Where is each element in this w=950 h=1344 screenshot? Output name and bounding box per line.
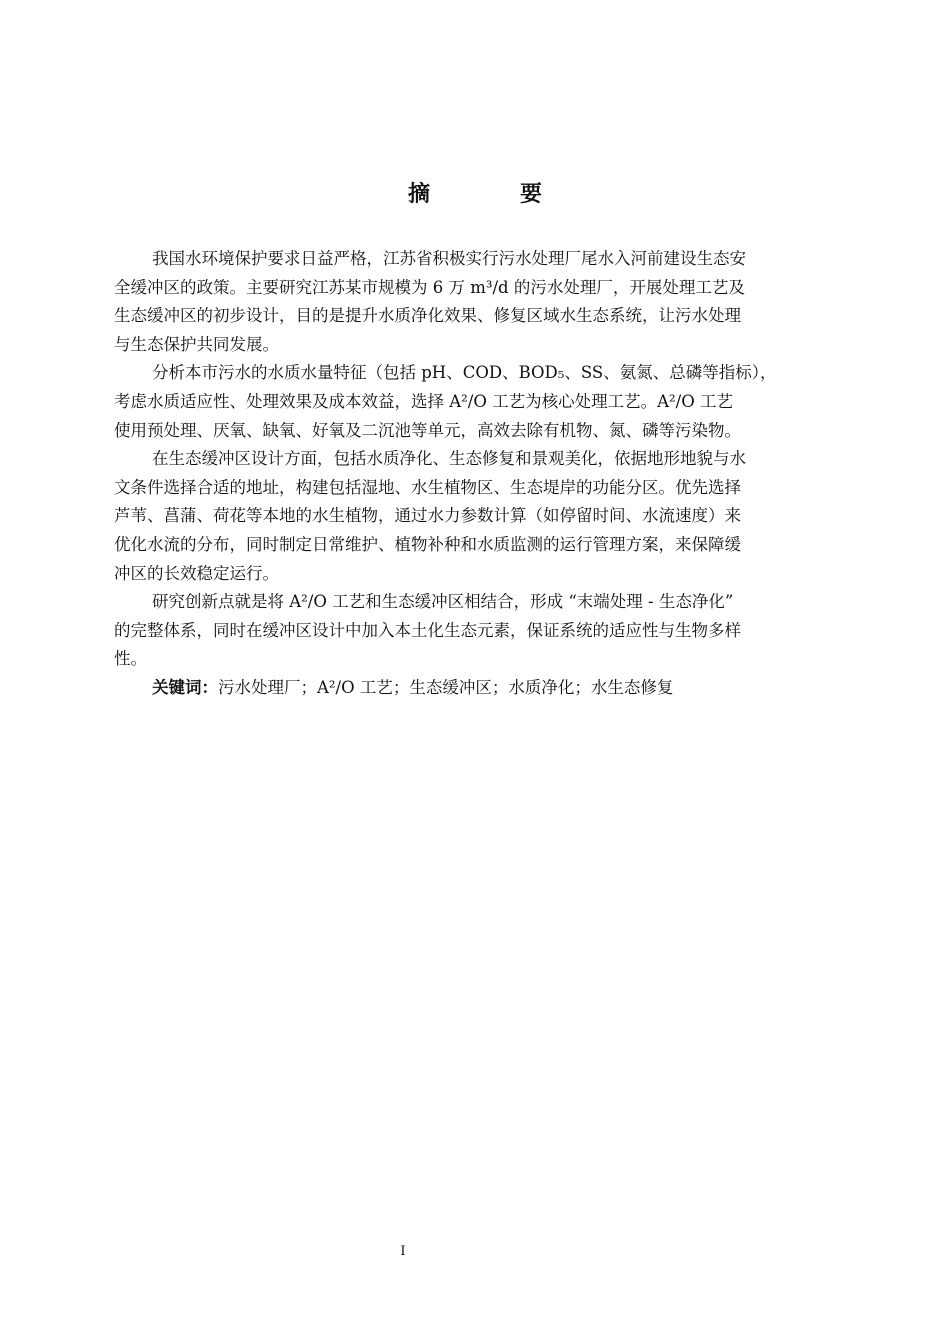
paragraph-line: 分析本市污水的水质水量特征（包括 pH、COD、BOD₅、SS、氨氮、总磷等指标）， [152, 363, 777, 383]
keywords-label: 关键词： [152, 677, 218, 697]
keywords [114, 674, 856, 703]
paragraph-line: 考虑水质适应性、处理效果及成本效益，选择 A²/O 工艺为核心处理工艺。A²/O 工艺 [114, 391, 733, 411]
keywords-line [114, 674, 856, 703]
paragraph-line: 芦苇、菖蒲、荷花等本地的水生植物，通过水力参数计算（如停留时间、水流速度）来 [114, 506, 741, 526]
paragraph-line: 我国水环境保护要求日益严格，江苏省积极实行污水处理厂尾水入河前建设生态安 [152, 249, 746, 268]
paragraph-line: 在生态缓冲区设计方面，包括水质净化、生态修复和景观美化，依据地形地貌与水 [152, 449, 746, 469]
paragraph-line: 冲区的长效稳定运行。 [114, 563, 279, 583]
paragraph-line: 与生态保护共同发展。 [114, 334, 279, 354]
paragraph-line: 研究创新点就是将 A²/O 工艺和生态缓冲区相结合，形成 “末端处理 - 生态净化” [152, 592, 734, 612]
paragraph-line: 优化水流的分布，同时制定日常维护、植物补种和水质监测的运行管理方案，来保障缓 [114, 534, 741, 554]
paragraph-1 [114, 245, 856, 359]
paragraph-line: 生态缓冲区的初步设计，目的是提升水质净化效果、修复区域水生态系统，让污水处理 [114, 306, 741, 326]
paragraph-2 [114, 359, 856, 445]
paragraph-line: 全缓冲区的政策。主要研究江苏某市规模为 6 万 m³/d 的污水处理厂，开展处理工艺及 [114, 277, 745, 297]
paragraph-line: 使用预处理、厌氧、缺氧、好氧及二沉池等单元，高效去除有机物、氮、磷等污染物。 [114, 420, 741, 440]
paragraph-4 [114, 588, 856, 674]
paragraph-line: 文条件选择合适的地址，构建包括湿地、水生植物区、生态堤岸的功能分区。优先选择 [114, 477, 741, 497]
abstract-heading: 摘 要 [407, 182, 576, 207]
page-number: I [400, 1244, 406, 1259]
abstract-body [114, 245, 856, 703]
paragraph-line: 性。 [114, 649, 147, 669]
paragraph-line: 的完整体系，同时在缓冲区设计中加入本土化生态元素，保证系统的适应性与生物多样 [114, 620, 741, 640]
paragraph-3 [114, 445, 856, 588]
keywords-text: 污水处理厂；A²/O 工艺；生态缓冲区；水质净化；水生态修复 [218, 677, 674, 697]
